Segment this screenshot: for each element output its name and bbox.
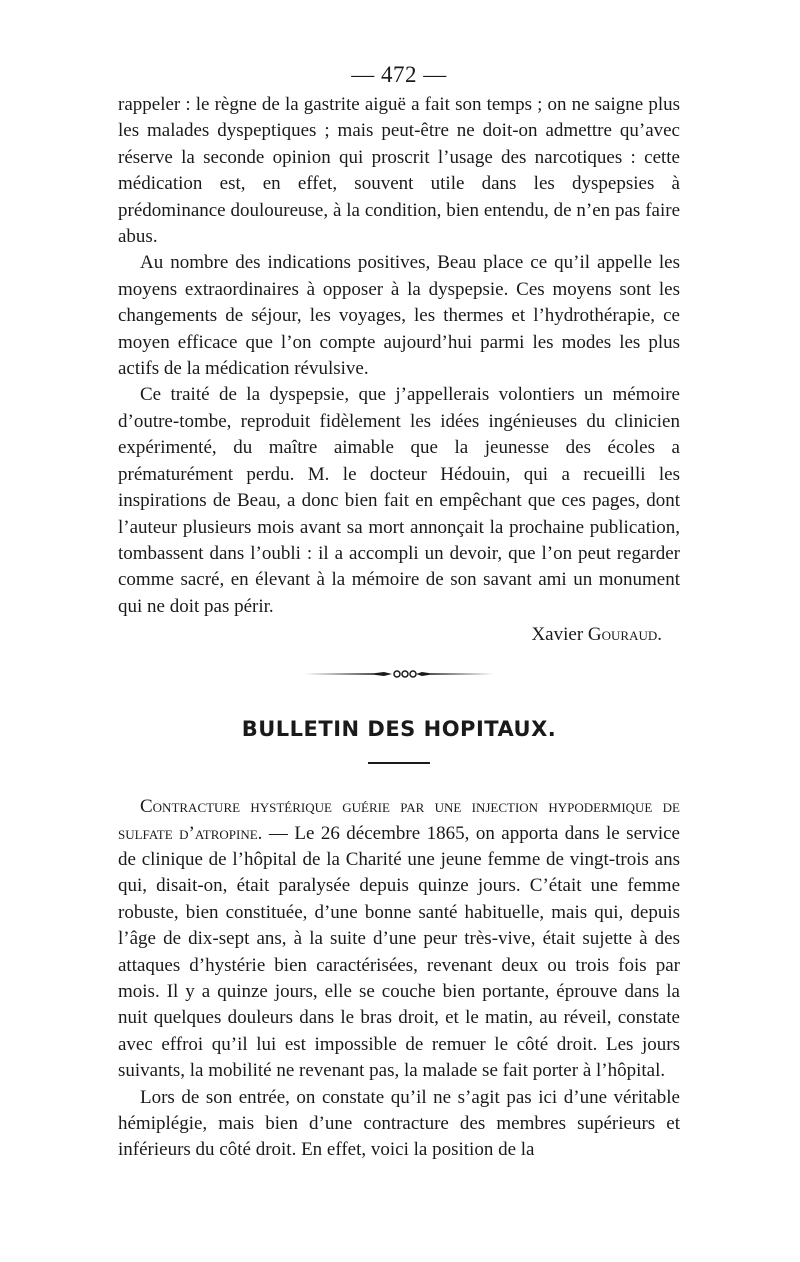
paragraph-continuation: rappeler : le règne de la gastrite aiguë a fait son temps ; on ne saigne plus les malades dyspeptiques ; mais peut-être ne doit-on admettre qu’avec réserve la seconde opinion qui proscrit l’usage des narcotiques : cette médication est, en effet, souvent utile dans les dyspepsies à prédominance douloureuse, à la condition, bien entendu, de n’en pas faire abus. (118, 94, 680, 248)
ornament-divider (304, 668, 494, 680)
document-page (118, 58, 680, 1164)
article (118, 794, 680, 1164)
article-first-paragraph (118, 794, 680, 1084)
paragraph-treatise: Ce traité de la dyspepsie, que j’appellerais volontiers un mémoire d’outre-tombe, reproduit fidèlement les idées ingénieuses du clinicien expérimenté, du maître aimable que la jeunesse des écoles a prématurément perdu. M. le docteur Hédouin, qui a recueilli les inspirations de Beau, a donc bien fait en empêchant que ces pages, dont l’auteur plusieurs mois avant sa mort annonçait la prochaine publication, tombassent dans l’oubli : il a accompli un devoir, que l’on peut regarder comme sacré, en élevant à la mémoire de son savant ami un monument qui ne doit pas périr. (118, 384, 680, 617)
article-second-paragraph: Lors de son entrée, on constate qu’il ne s’agit pas ici d’une véritable hémiplégie, mais bien d’une contracture des membres supérieurs et inférieurs du côté droit. En effet, voici la position de la (118, 1086, 680, 1161)
article-body: — Le 26 décembre 1865, on apporta dans le service de clinique de l’hôpital de la Charité une jeune femme de vingt-trois ans qui, disait-on, était paralysée depuis quinze jours. C’était une femme robuste, bien constituée, d’une bonne santé habituelle, mais qui, depuis l’âge de dix-sept ans, à la suite d’une peur très-vive, était sujette à des attaques d’hystérie bien caractérisées, revenant deux ou trois fois par mois. Il y a quinze jours, elle se couche bien portante, éprouve dans la nuit quelques douleurs dans le bras droit, et le matin, au réveil, constate avec effroi qu’il lui est impossible de remuer le côté droit. Les jours suivants, la mobilité ne revenant pas, la malade se fait porter à l’hôpital. (118, 822, 680, 1082)
author-first-name: Xavier (531, 624, 584, 646)
author-signature (118, 622, 680, 648)
paragraph-indications: Au nombre des indications positives, Beau place ce qu’il appelle les moyens extraordinaires à opposer à la dyspepsie. Ces moyens sont les changements de séjour, les voyages, les thermes et l’hydrothérapie, ce moyen efficace que l’on compte aujourd’hui parmi les modes les plus actifs de la médication révulsive. (118, 252, 680, 380)
article-heading: Contracture hystérique guérie par une injection hypodermique de sulfate d’atropine. (118, 796, 680, 844)
author-last-name: Gouraud. (587, 624, 662, 646)
title-rule (368, 762, 430, 764)
page-number: — 472 — (351, 62, 447, 87)
section-title: BULLETIN DES HOPITAUX. (241, 717, 557, 742)
